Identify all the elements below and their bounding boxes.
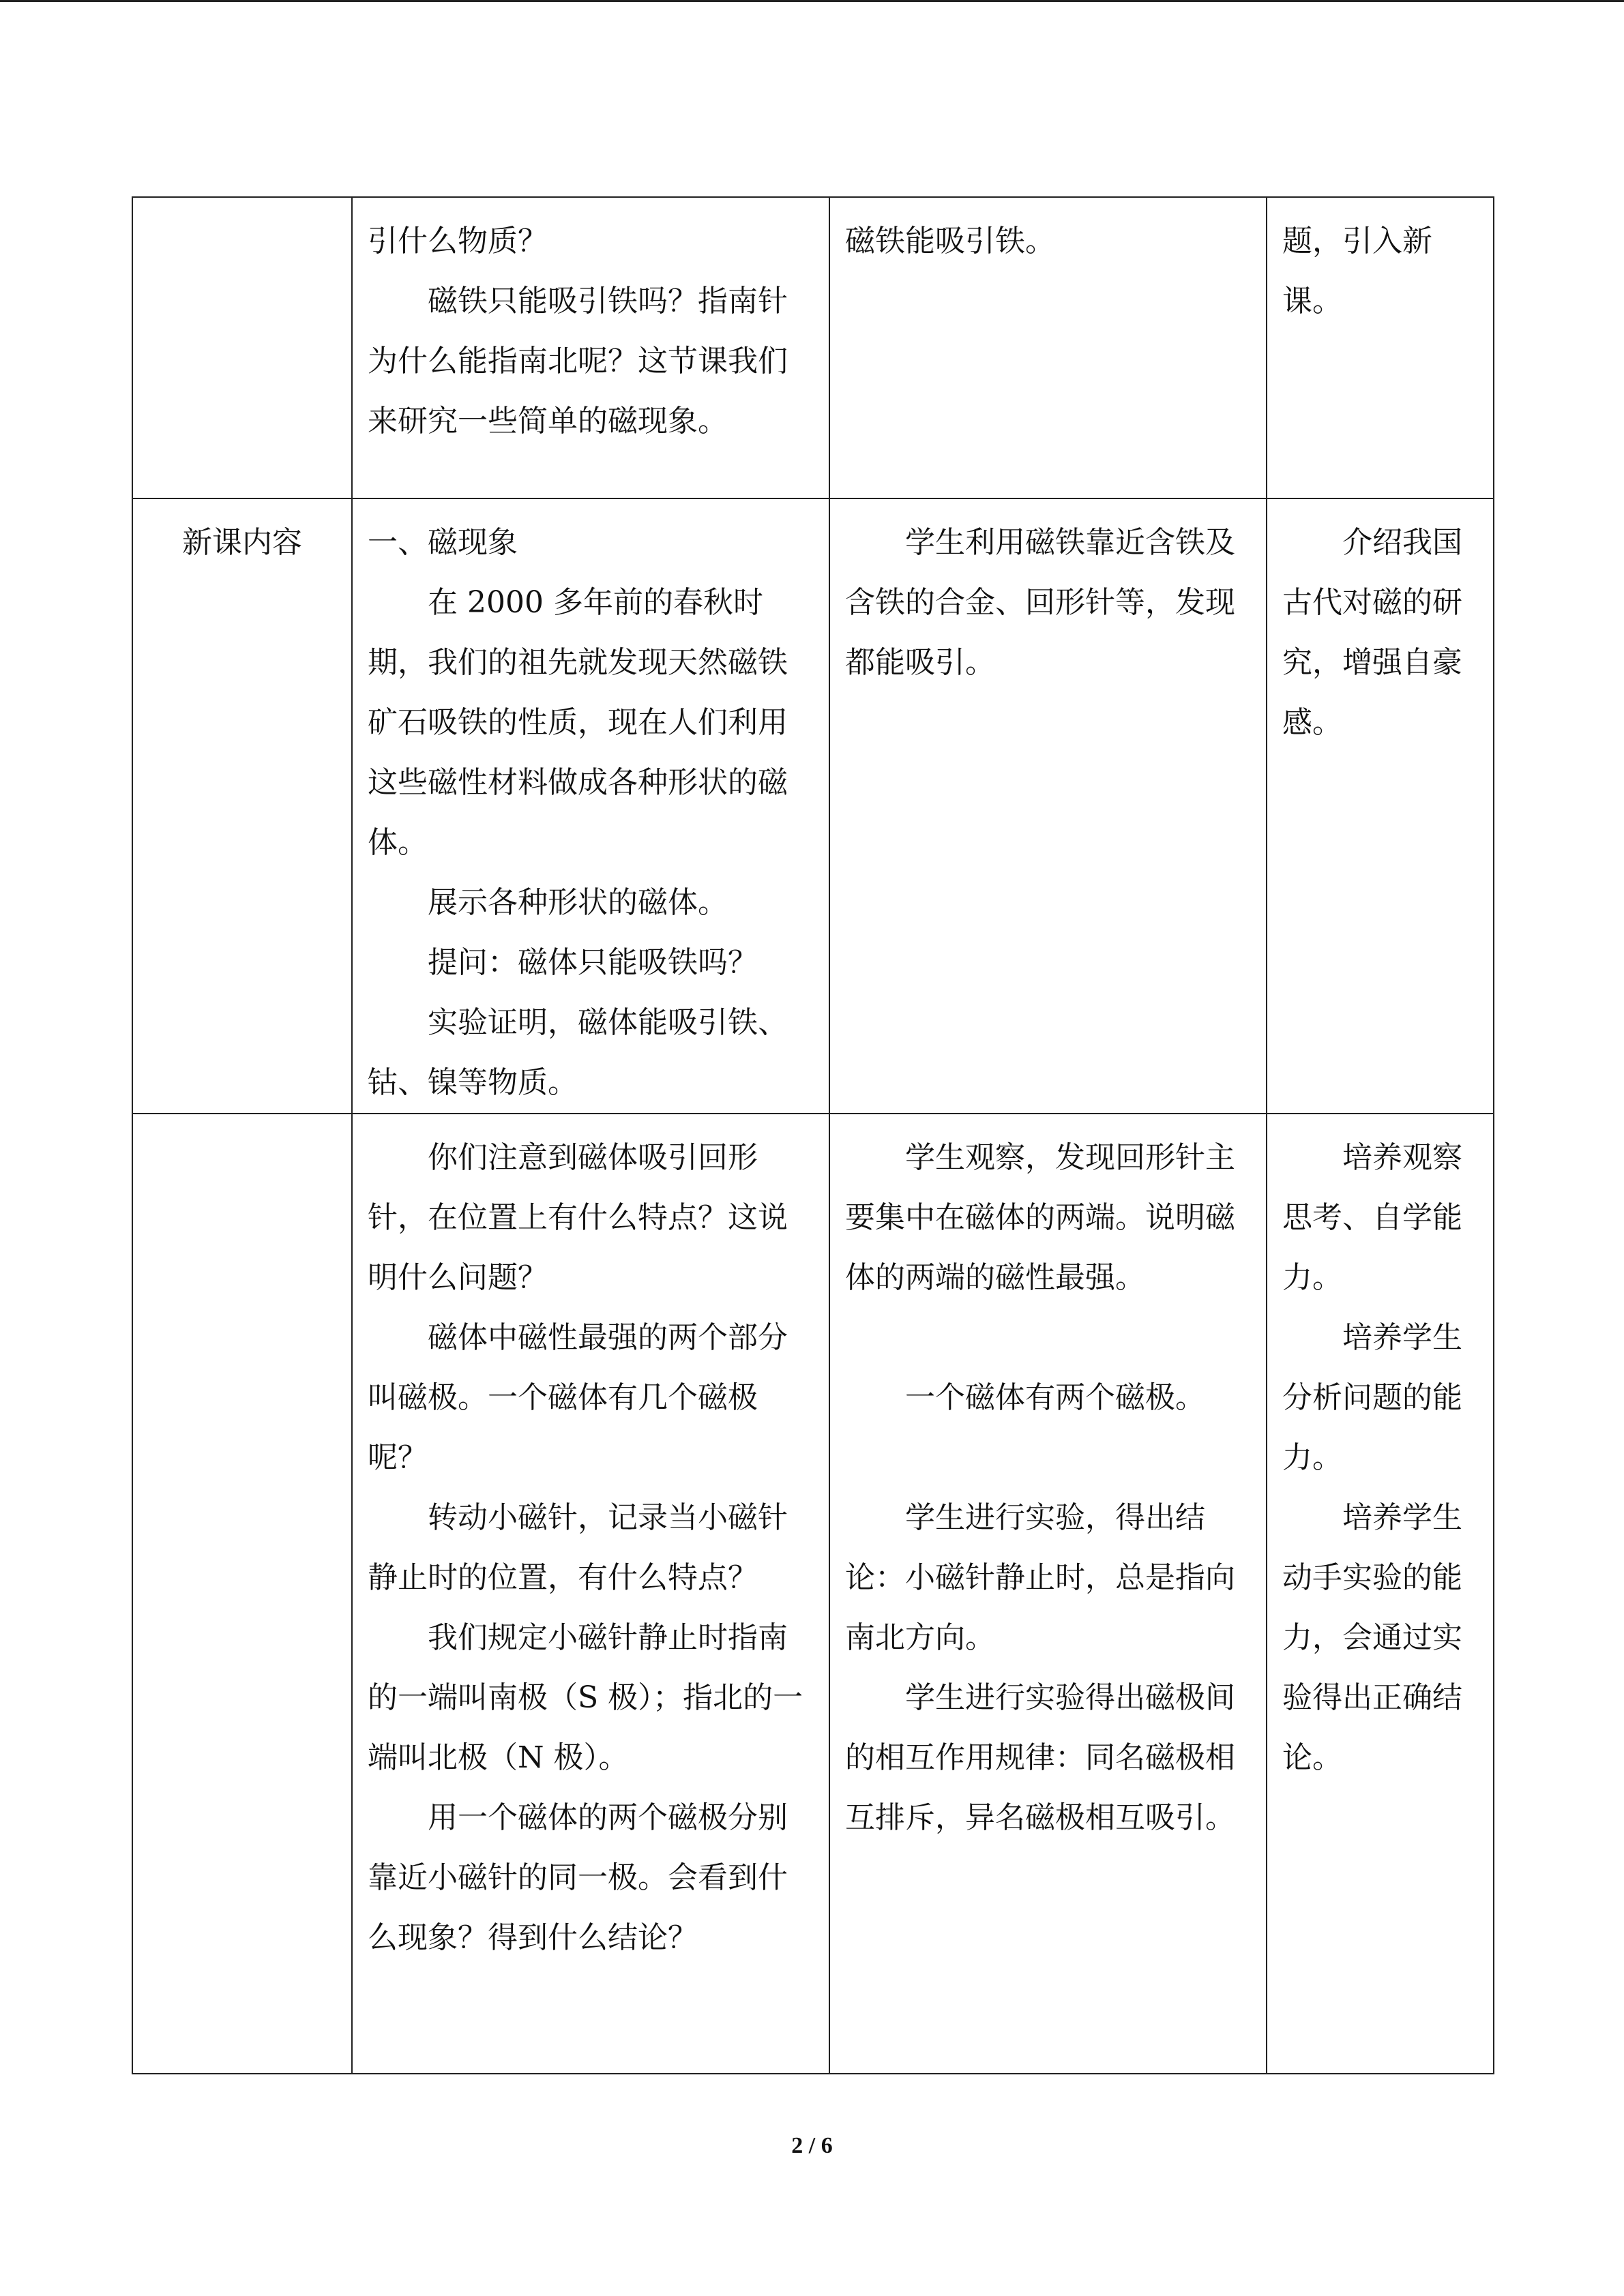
table-row — [132, 1114, 1494, 2074]
paragraph: 一个磁体有两个磁极。 — [905, 1380, 1205, 1415]
table-row — [132, 498, 1494, 1114]
paragraph: 我们规定小磁针静止时指南的一端叫南极（S 极）；指北的一端叫北极（N 极）。 — [368, 1620, 803, 1775]
paragraph: 提问：磁体只能吸铁吗？ — [428, 945, 758, 980]
section-heading: 一、磁现象 — [368, 525, 518, 560]
paragraph: 转动小磁针，记录当小磁针静止时的位置，有什么特点？ — [368, 1500, 788, 1595]
paragraph: 学生观察，发现回形针主要集中在磁体的两端。说明磁体的两端的磁性最强。 — [845, 1140, 1235, 1295]
section-cell — [132, 197, 352, 498]
paragraph: 学生进行实验，得出结论：小磁针静止时，总是指向南北方向。 — [845, 1500, 1235, 1655]
design-intent-cell — [1267, 197, 1494, 498]
lesson-plan-table — [132, 196, 1494, 2074]
student-activity-cell — [829, 197, 1267, 498]
paragraph: 培养学生分析问题的能力。 — [1282, 1320, 1462, 1475]
paragraph: 实验证明，磁体能吸引铁、钴、镍等物质。 — [368, 1005, 788, 1100]
paragraph: 在 2000 多年前的春秋时期，我们的祖先就发现天然磁铁矿石吸铁的性质，现在人们利用这些磁性材料做成各种形状的磁体。 — [368, 585, 788, 860]
teacher-activity-cell — [352, 1114, 829, 2074]
section-label-cell — [132, 498, 352, 1114]
section-cell — [132, 1114, 352, 2074]
section-label: 新课内容 — [182, 525, 302, 560]
paragraph: 培养学生动手实验的能力，会通过实验得出正确结论。 — [1282, 1500, 1462, 1775]
spacer — [845, 1308, 1251, 1368]
paragraph: 展示各种形状的磁体。 — [428, 885, 728, 920]
student-activity-cell — [829, 1114, 1267, 2074]
page-number: 2 / 6 — [791, 2133, 833, 2158]
student-activity-cell — [829, 498, 1267, 1114]
paragraph: 用一个磁体的两个磁极分别靠近小磁针的同一极。会看到什么现象？得到什么结论？ — [368, 1800, 788, 1955]
page-top-border — [0, 0, 1624, 2]
paragraph: 题，引入新课。 — [1282, 224, 1432, 318]
text-line: 引什么物质？ — [368, 224, 548, 258]
paragraph: 你们注意到磁体吸引回形针，在位置上有什么特点？这说明什么问题？ — [368, 1140, 788, 1295]
design-intent-cell — [1267, 498, 1494, 1114]
paragraph: 磁体中磁性最强的两个部分叫磁极。一个磁体有几个磁极呢？ — [368, 1320, 788, 1475]
paragraph: 介绍我国古代对磁的研究，增强自豪感。 — [1282, 525, 1462, 740]
paragraph: 磁铁能吸引铁。 — [845, 224, 1055, 258]
table-row — [132, 197, 1494, 498]
teacher-activity-cell — [352, 498, 829, 1114]
design-intent-cell — [1267, 1114, 1494, 2074]
spacer — [845, 1428, 1251, 1488]
paragraph: 磁铁只能吸引铁吗？指南针为什么能指南北呢？这节课我们来研究一些简单的磁现象。 — [368, 284, 788, 438]
paragraph: 学生进行实验得出磁极间的相互作用规律：同名磁极相互排斥，异名磁极相互吸引。 — [845, 1680, 1235, 1835]
paragraph: 培养观察思考、自学能力。 — [1282, 1140, 1462, 1295]
paragraph: 学生利用磁铁靠近含铁及含铁的合金、回形针等，发现都能吸引。 — [845, 525, 1235, 680]
teacher-activity-cell — [352, 197, 829, 498]
